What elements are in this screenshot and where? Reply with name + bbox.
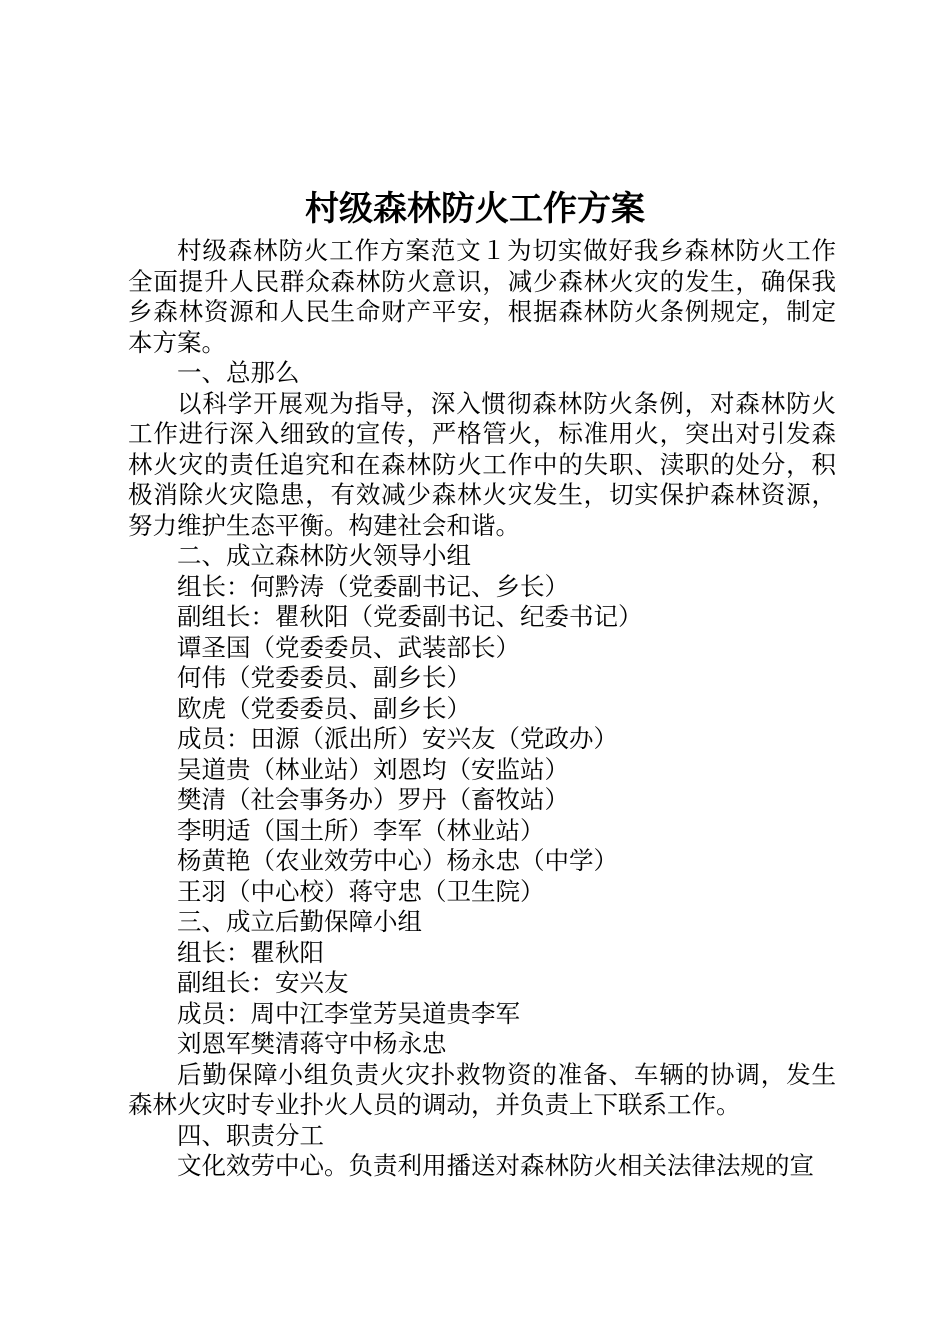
- leadership-leader: 组长：何黔涛（党委副书记、乡长）: [177, 571, 569, 601]
- logistics-members-2: 刘恩军樊清蒋守中杨永忠: [177, 1029, 447, 1058]
- leadership-deputy-3: 何伟（党委委员、副乡长）: [177, 663, 471, 692]
- section-heading-general: 一、总那么: [177, 358, 300, 387]
- paragraph-logistics-duty: 后勤保障小组负责火灾扑救物资的准备、车辆的协调，发生森林火灾时专业扑火人员的调动，并负责上下联系工作。: [128, 1059, 836, 1119]
- leadership-members: 成员：田源（派出所）安兴友（党政办）: [177, 724, 618, 753]
- logistics-deputy: 副组长：安兴友: [177, 968, 349, 997]
- leadership-deputy-2: 谭圣国（党委委员、武装部长）: [177, 632, 520, 662]
- section-heading-leadership: 二、成立森林防火领导小组: [177, 541, 471, 570]
- document-body: [128, 236, 836, 1182]
- paragraph-culture-center: 文化效劳中心。负责利用播送对森林防火相关法律法规的宣: [177, 1151, 814, 1180]
- leadership-members-6: 王羽（中心校）蒋守忠（卫生院）: [177, 876, 545, 906]
- leadership-members-5: 杨黄艳（农业效劳中心）杨永忠（中学）: [177, 846, 618, 875]
- logistics-leader: 组长：瞿秋阳: [177, 937, 324, 967]
- leadership-deputy-4: 欧虎（党委委员、副乡长）: [177, 693, 471, 723]
- paragraph-general: 以科学开展观为指导，深入惯彻森林防火条例，对森林防火工作进行深入细致的宣传，严格管火，标准用火，突出对引发森林火灾的责任追究和在森林防火工作中的失职、渎职的处分，积极消除火灾隐患，有效减少森林火灾发生，切实保护森林资源，努力维护生态平衡。构建社会和谐。: [128, 388, 836, 540]
- document-title: 村级森林防火工作方案: [305, 189, 645, 229]
- paragraph-intro: 村级森林防火工作方案范文１为切实做好我乡森林防火工作全面提升人民群众森林防火意识，减少森林火灾的发生，确保我乡森林资源和人民生命财产平安，根据森林防火条例规定，制定本方案。: [128, 236, 836, 357]
- section-heading-duties: 四、职责分工: [177, 1120, 324, 1150]
- leadership-members-3: 樊清（社会事务办）罗丹（畜牧站）: [177, 785, 569, 814]
- section-heading-logistics: 三、成立后勤保障小组: [177, 907, 422, 936]
- leadership-members-2: 吴道贵（林业站）刘恩均（安监站）: [177, 754, 569, 784]
- logistics-members: 成员：周中江李堂芳吴道贵李军: [177, 998, 520, 1028]
- leadership-deputy: 副组长：瞿秋阳（党委副书记、纪委书记）: [177, 602, 643, 631]
- leadership-members-4: 李明适（国土所）李军（林业站）: [177, 815, 545, 845]
